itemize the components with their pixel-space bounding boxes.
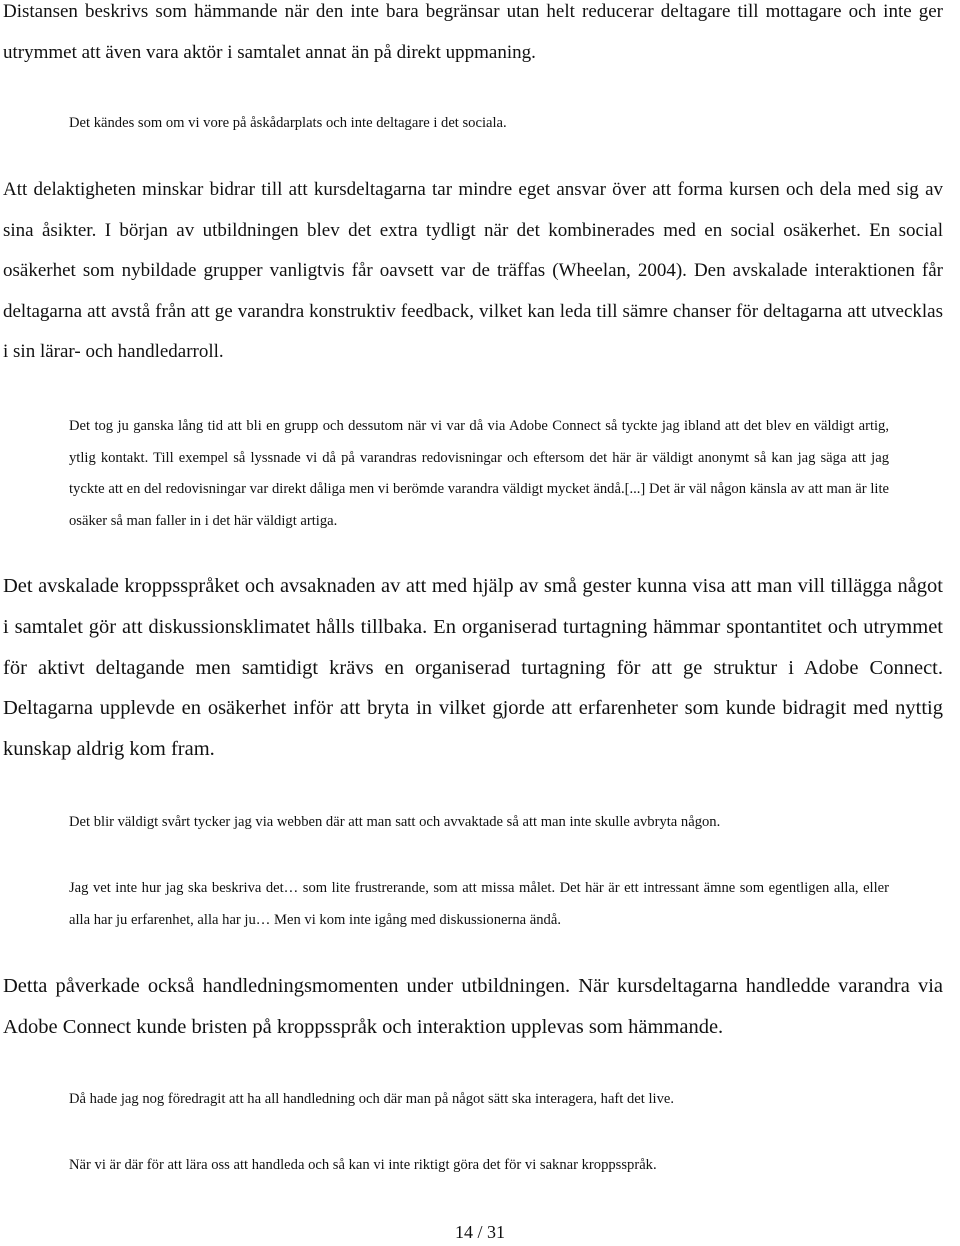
body-paragraph: Att delaktigheten minskar bidrar till att kursdeltagarna tar mindre eget ansvar över att forma kursen och dela med sig av sina åsikter. I början av utbildningen blev det extra tydligt när det kombinerades med en social osäkerhet. En social osäkerhet som nybildade grupper vanligtvis får oavsett var de träffas (Wheelan, 2004). Den avskalade interaktionen får deltagarna att avstå från att ge varandra konstruktiv feedback, vilket kan leda till sämre chanser för deltagarna att utvecklas i sin lärar- och handledarroll. (3, 179, 943, 362)
block-quote: Det kändes som om vi vore på åskådarplats och inte deltagare i det sociala. (69, 115, 507, 131)
block-quote: Jag vet inte hur jag ska beskriva det… som lite frustrerande, som att missa målet. Det här är ett intressant ämne som egentligen alla, eller alla har ju erfarenhet, alla har ju… Men vi kom inte igång med diskussionerna ändå. (69, 880, 889, 928)
block-quote: Det blir väldigt svårt tycker jag via webben där att man satt och avvaktade så att man inte skulle avbryta någon. (69, 814, 721, 830)
body-paragraph: Detta påverkade också handledningsmomenten under utbildningen. När kursdeltagarna handledde varandra via Adobe Connect kunde bristen på kroppsspråk och interaktion upplevas som hämmande. (3, 975, 943, 1038)
block-quote: Då hade jag nog föredragit att ha all handledning och där man på något sätt ska interagera, haft det live. (69, 1091, 675, 1107)
body-paragraph: Det avskalade kroppsspråket och avsaknaden av att med hjälp av små gester kunna visa att man vill tillägga något i samtalet gör att diskussionsklimatet hålls tillbaka. En organiserad turtagning hämmar spontantitet och utrymmet för aktivt deltagande men samtidigt krävs en organiserad turtagning för att ge struktur i Adobe Connect. Deltagarna upplevde en osäkerhet inför att bryta in vilket gjorde att erfarenheter som kunde bidragit med nyttig kunskap aldrig kom fram. (3, 575, 943, 761)
block-quote: När vi är där för att lära oss att handleda och så kan vi inte riktigt göra det för vi saknar kroppsspråk. (69, 1157, 657, 1173)
page-number: 14 / 31 (454, 1222, 505, 1242)
body-paragraph: Distansen beskrivs som hämmande när den inte bara begränsar utan helt reducerar deltagare till mottagare och inte ger utrymmet att även vara aktör i samtalet annat än på direkt uppmaning. (3, 1, 943, 63)
block-quote: Det tog ju ganska lång tid att bli en grupp och dessutom när vi var då via Adobe Connect så tyckte jag ibland att det blev en väldigt artig, ytlig kontakt. Till exempel så lyssnade vi då på varandras redovisningar och eftersom det här är väldigt anonymt så kan jag säga att jag tyckte att en del redovisningar var direkt dåliga men vi berömde varandra väldigt mycket ändå.[...] Det är väl någon känsla av att man är lite osäker så man faller in i det här väldigt artiga. (69, 418, 889, 529)
